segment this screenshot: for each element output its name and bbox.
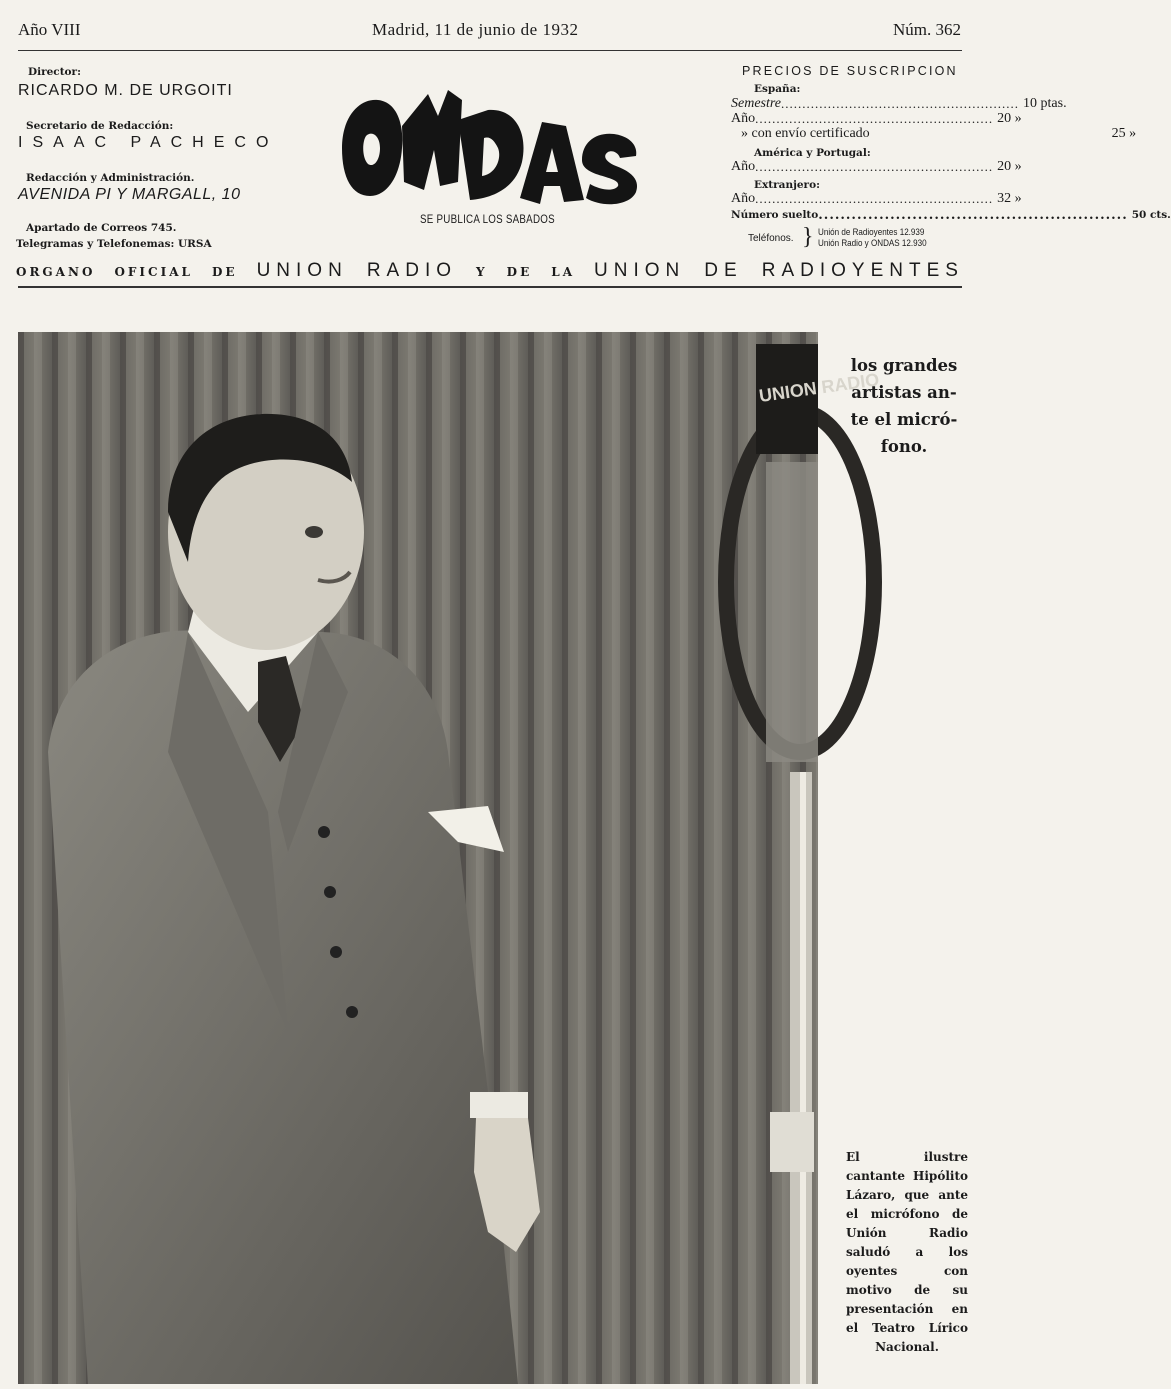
organ-word: DE <box>506 265 533 279</box>
secretary-label: Secretario de Redacción: <box>26 120 174 132</box>
price-row <box>731 191 1022 206</box>
headline-line: los grandes <box>850 356 958 375</box>
director-label: Director: <box>28 66 81 78</box>
issue-number: Núm. 362 <box>893 20 961 39</box>
headline-line: fono. <box>880 437 928 456</box>
phone-line: Unión Radio y ONDAS 12.930 <box>818 238 927 249</box>
organ-word: DE <box>704 260 743 281</box>
america-label: América y Portugal: <box>754 147 871 159</box>
secretary-name: ISAAC PACHECO <box>18 134 279 151</box>
leader-dots <box>818 208 1127 223</box>
organ-word: DE <box>211 265 238 279</box>
price-label: Año <box>731 191 756 206</box>
price-value: 20 » <box>997 111 1022 126</box>
single-issue-row <box>731 208 1171 223</box>
price-label: » con envío certificado <box>741 126 870 141</box>
headline-line: te el micró- <box>850 410 958 429</box>
masthead-divider <box>18 286 962 288</box>
organ-word: UNION <box>256 260 348 281</box>
price-row <box>731 96 1067 111</box>
photo-caption: El ilustre cantante Hipólito Lázaro, que ante el micrófono de Unión Radio saludó a los oyentes con motivo de su presentación en el Teatro Lírico Nacional. <box>846 1150 968 1354</box>
leader-dots <box>755 191 993 206</box>
price-label: Año <box>731 111 756 126</box>
organ-word: OFICIAL <box>114 265 193 279</box>
phone-line: Unión de Radioyentes 12.939 <box>818 227 925 238</box>
leader-dots <box>781 96 1019 111</box>
price-label: Semestre <box>731 96 782 111</box>
brace-icon: } <box>802 224 814 250</box>
po-box: Apartado de Correos 745. <box>26 222 177 234</box>
spain-label: España: <box>754 83 801 95</box>
organ-word: Y <box>476 265 488 279</box>
price-value: 10 ptas. <box>1023 96 1067 111</box>
organ-word: LA <box>551 265 575 279</box>
leader-dots <box>755 111 993 126</box>
foreign-label: Extranjero: <box>754 179 820 191</box>
director-name: RICARDO M. DE URGOITI <box>18 82 233 99</box>
microphone-label: UNION RADIO <box>757 369 881 406</box>
price-label: Año <box>731 159 756 174</box>
single-issue-label: Número suelto <box>731 209 819 221</box>
single-issue-price: 50 cts. <box>1131 209 1171 221</box>
logo-tagline: SE PUBLICA LOS SABADOS <box>420 214 555 226</box>
phones-label: Teléfonos. <box>748 233 794 244</box>
telegrams: Telegramas y Telefonemas: URSA <box>16 238 212 250</box>
organ-word: RADIO <box>366 260 458 281</box>
organ-line <box>16 260 964 282</box>
headline-line: artistas an- <box>851 383 957 402</box>
headline <box>842 352 966 460</box>
price-row <box>731 126 1137 141</box>
issue-year: Año VIII <box>18 20 81 39</box>
subscription-title: PRECIOS DE SUSCRIPCION <box>742 64 958 78</box>
organ-word: RADIOYENTES <box>761 260 964 281</box>
price-value: 20 » <box>997 159 1022 174</box>
top-divider <box>18 50 962 51</box>
leader-dots <box>755 159 993 174</box>
price-row <box>731 111 1022 126</box>
cover-photo <box>18 332 881 1384</box>
office-address: AVENIDA PI Y MARGALL, 10 <box>18 186 241 203</box>
price-row <box>731 159 1022 174</box>
office-label: Redacción y Administración. <box>26 172 195 184</box>
price-value: 25 » <box>1111 126 1137 141</box>
place-date: Madrid, 11 de junio de 1932 <box>372 20 579 39</box>
organ-word: UNION <box>594 260 686 281</box>
organ-word: ORGANO <box>16 265 96 279</box>
price-value: 32 » <box>997 191 1022 206</box>
ondas-logo <box>338 86 644 215</box>
